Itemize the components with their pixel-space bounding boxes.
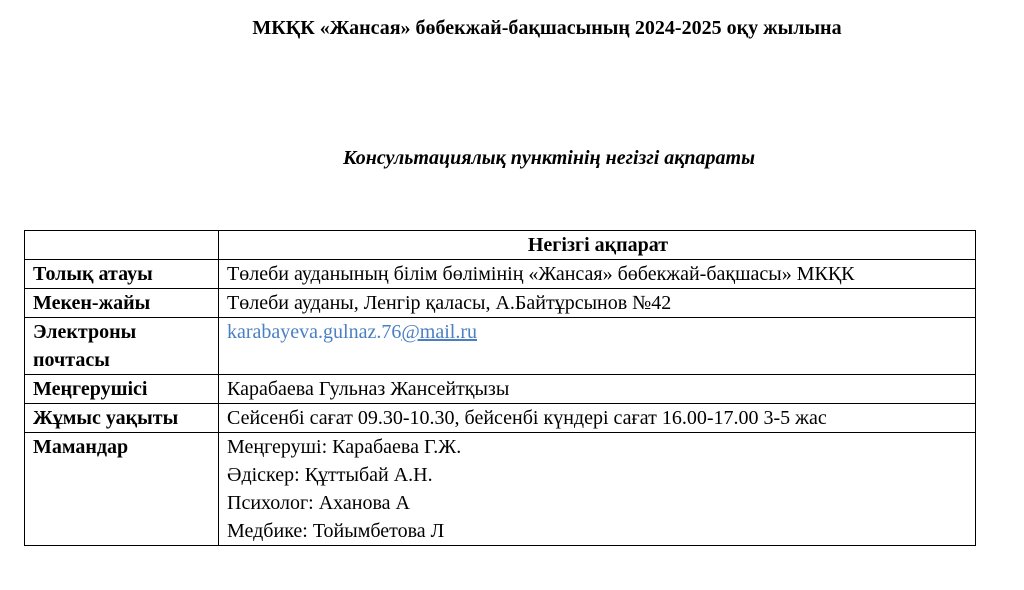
director-value: Карабаева Гульназ Жансейтқызы: [219, 375, 976, 404]
table-row-director: [25, 375, 976, 404]
work-hours-label: Жұмыс уақыты: [25, 404, 219, 433]
address-value: Төлеби ауданы, Ленгір қаласы, А.Байтұрсынов №42: [219, 289, 976, 318]
email-value-cell: [219, 318, 976, 375]
specialist-line: Әдіскер: Құттыбай А.Н.: [227, 464, 433, 486]
info-table: [24, 230, 976, 546]
specialist-line: Психолог: Аханова А: [227, 492, 410, 514]
document-title: МКҚК «Жансая» бөбекжай-бақшасының 2024-2025 оқу жылына: [252, 17, 842, 39]
email-link-local[interactable]: karabayeva.gulnaz.76: [227, 321, 402, 343]
full-name-label: Толық атауы: [25, 260, 219, 289]
table-row-email: [25, 318, 976, 375]
specialists-label: Мамандар: [25, 433, 219, 546]
document-subtitle: Консультациялық пунктінің негізгі ақпараты: [343, 147, 755, 169]
work-hours-value: Сейсенбі сағат 09.30-10.30, бейсенбі күндері сағат 16.00-17.00 3-5 жас: [219, 404, 976, 433]
address-label: Мекен-жайы: [25, 289, 219, 318]
specialists-value-cell: [219, 433, 976, 546]
email-link-domain[interactable]: @mail.ru: [401, 321, 477, 343]
email-label: Электроны почтасы: [25, 318, 219, 375]
specialist-line: Медбике: Тойымбетова Л: [227, 520, 445, 542]
table-row-work-hours: [25, 404, 976, 433]
table-row-specialists: [25, 433, 976, 546]
header-value-cell: Негізгі ақпарат: [219, 231, 976, 260]
header-label-cell: [25, 231, 219, 260]
table-row-address: [25, 289, 976, 318]
table-header-row: [25, 231, 976, 260]
specialist-line: Меңгеруші: Карабаева Г.Ж.: [227, 436, 462, 458]
table-row-full-name: [25, 260, 976, 289]
director-label: Меңгерушісі: [25, 375, 219, 404]
full-name-value: Төлеби ауданының білім бөлімінің «Жансая» бөбекжай-бақшасы» МКҚК: [219, 260, 976, 289]
